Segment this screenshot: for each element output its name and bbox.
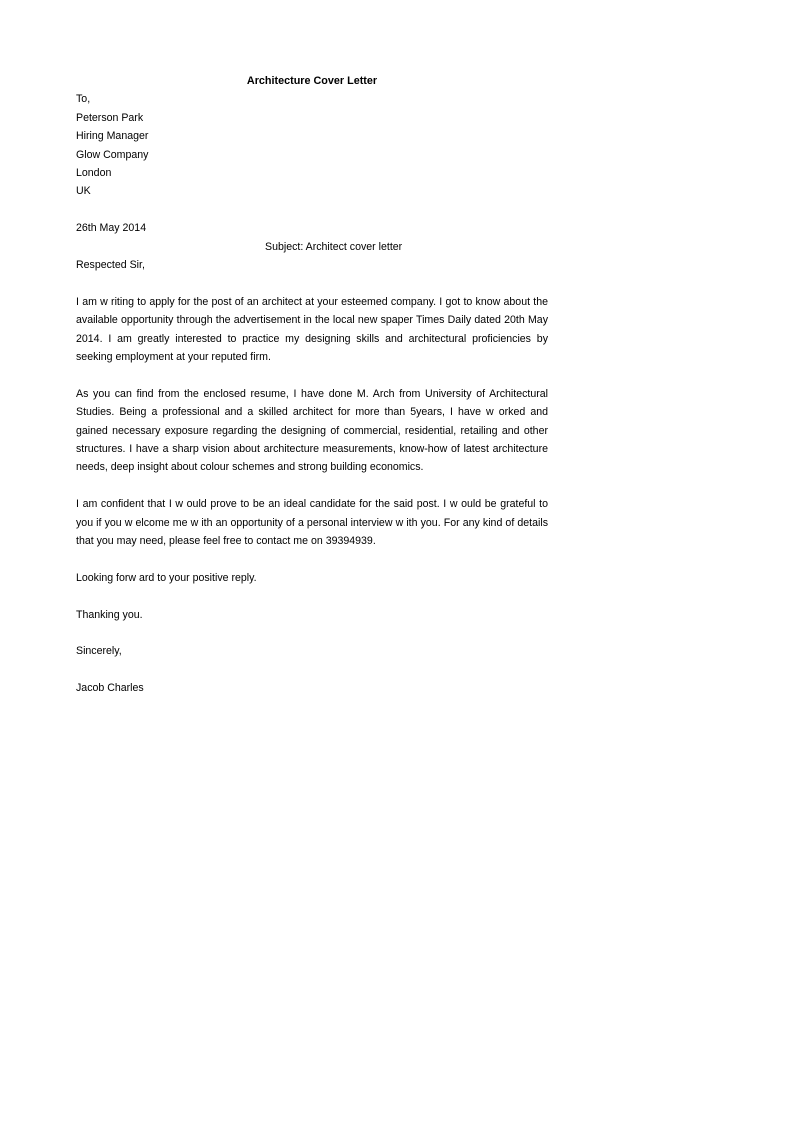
recipient-country: UK <box>76 185 91 198</box>
spacer <box>76 274 548 292</box>
letter-date: 26th May 2014 <box>76 222 147 235</box>
paragraph-closing: I am confident that I w ould prove to be an ideal candidate for the said post. I w ould be grateful to you if you w elcome me w ith an opportunity of a personal interview w ith you. For any kind of details that you may need, please feel free to contact me on 39394939. <box>76 498 548 548</box>
paragraph-experience: As you can find from the enclosed resume, I have done M. Arch from University of Architectural Studies. Being a professional and a skilled architect for more than 5years, I have w orked and gained necessary exposure regarding the designing of commercial, residential, retailing and other structures. I have a sharp vision about architecture measurements, know-how of latest architecture needs, deep insight about colour schemes and strong building economics. <box>76 387 548 474</box>
spacer <box>76 661 548 679</box>
closing: Sincerely, <box>76 645 122 658</box>
recipient-city: London <box>76 167 112 180</box>
spacer <box>76 624 548 642</box>
spacer <box>76 551 548 569</box>
spacer <box>76 366 548 384</box>
spacer <box>76 201 548 219</box>
thanking: Thanking you. <box>76 608 143 621</box>
recipient-to: To, <box>76 93 91 106</box>
spacer <box>76 477 548 495</box>
letter-subject: Subject: Architect cover letter <box>265 240 403 253</box>
recipient-name: Peterson Park <box>76 111 144 124</box>
recipient-company: Glow Company <box>76 148 149 161</box>
letter-title: Architecture Cover Letter <box>246 75 378 87</box>
signature: Jacob Charles <box>76 682 144 695</box>
recipient-position: Hiring Manager <box>76 130 149 143</box>
letter-body <box>76 72 548 698</box>
paragraph-intro: I am w riting to apply for the post of an architect at your esteemed company. I got to know about the available opportunity through the advertisement in the local new spaper Times Daily dated 20th May 2014. I am greatly interested to practice my designing skills and architectural proficiencies by seeking employment at your reputed firm. <box>76 295 548 364</box>
salutation: Respected Sir, <box>76 259 145 272</box>
spacer <box>76 587 548 605</box>
looking-forward: Looking forw ard to your positive reply. <box>76 571 257 584</box>
